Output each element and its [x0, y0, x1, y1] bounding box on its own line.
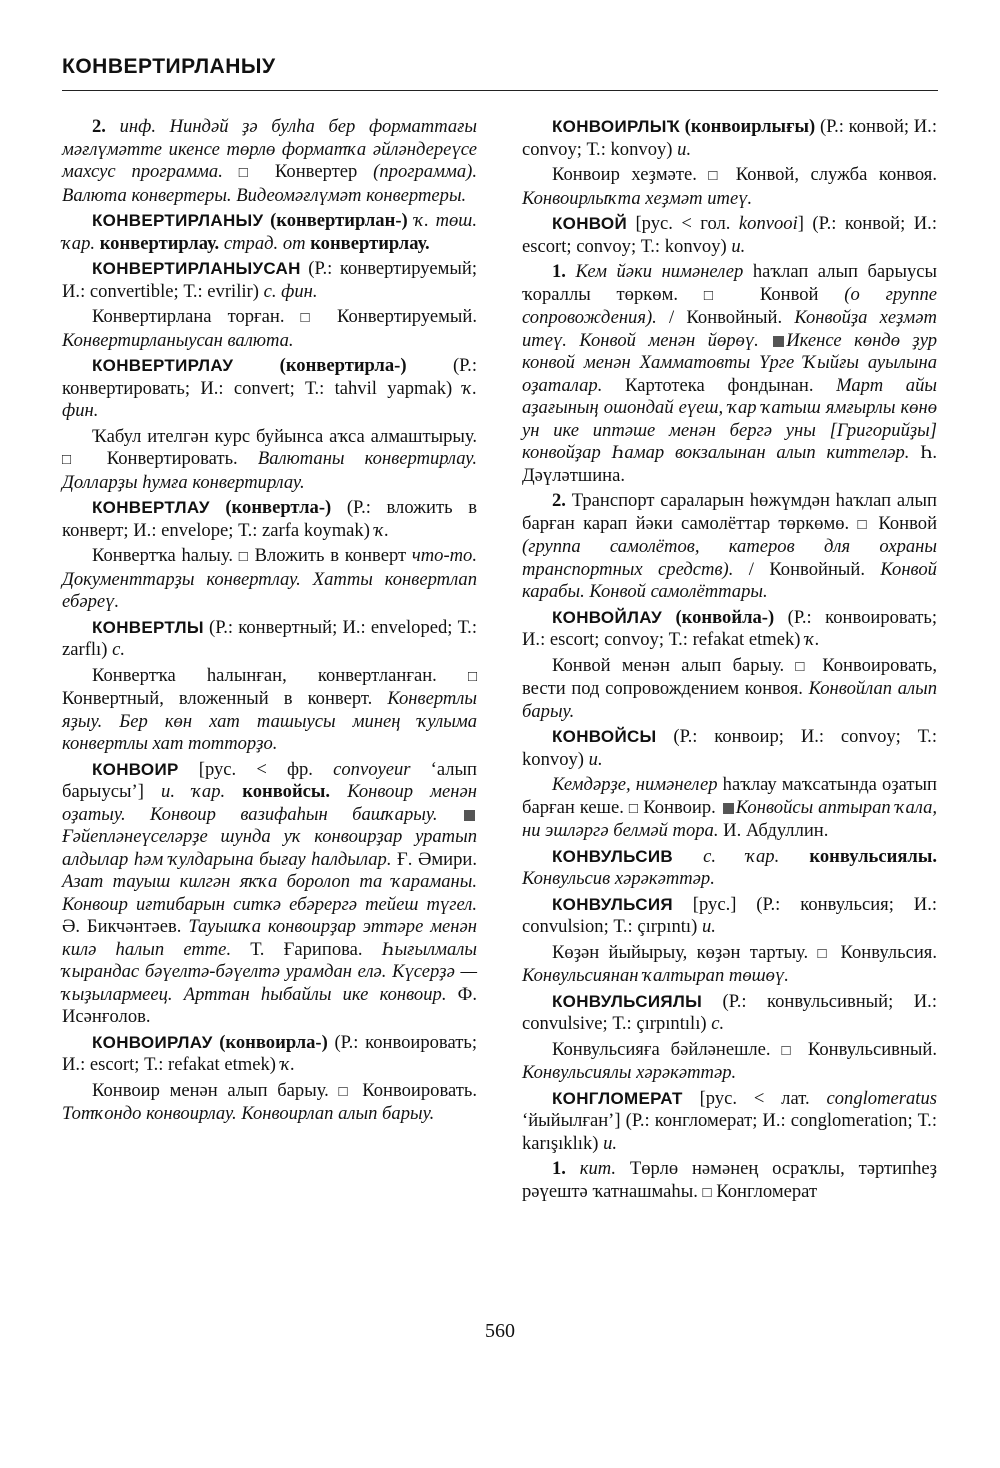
running-head: КОНВЕРТИРЛАНЫУ	[62, 55, 276, 78]
entry-konvertirlau-def: Ҡабул ителгән курс буйынса аҡса алмаштырыу. □ Конвертировать. Валютаны конвертирлау. Долларҙы һумға конвертирлау.	[62, 425, 477, 493]
entry-konvertly: КОНВЕРТЛЫ (Р.: конвертный; И.: enveloped; Т.: zarflı) с.	[62, 616, 477, 660]
entry-konvulsiya: КОНВУЛЬСИЯ [рус.] (Р.: конвульсия; И.: convulsion; Т.: çırpıntı) и.	[522, 893, 938, 937]
right-column	[522, 116, 937, 1207]
entry-konvoirlau-def: Конвоир менән алып барыу. □ Конвоировать. Тотҡондо конвоирлау. Конвоирлап алып барыу.	[62, 1079, 478, 1124]
entry-konvoy: КОНВОЙ [рус. < гол. konvooi] (Р.: конвой; И.: escort; convoy; Т.: konvoy) и.	[522, 213, 937, 257]
entry-konvertly-def: Конвертҡа һалынған, конвертланған. □ Конвертный, вложенный в конверт. Конвертлы яҙыу. Бер көн хат ташыусы минең ҡулыма конвертлы хат тотторҙо.	[62, 664, 478, 754]
entry-konvertlau: КОНВЕРТЛАУ (конвертла-) (Р.: вложить в конверт; И.: envelope; Т.: zarfa koymak) ҡ.	[62, 497, 477, 541]
page-number: 560	[485, 1320, 515, 1342]
entry-konvulsiyaly: КОНВУЛЬСИЯЛЫ (Р.: конвульсивный; И.: convulsive; Т.: çırpıntılı) с.	[522, 990, 937, 1034]
entry-konvoysy-def: Кемдәрҙе, нимәнелер һаҡлау маҡсатында оҙатып барған кеше. □ Конвоир. Конвойсы аптырап ҡала, ни эшләргә белмәй тора. И. Абдуллин.	[522, 774, 938, 841]
entry-konvertirlanyu: КОНВЕРТИРЛАНЫУ (конвертирлан-) ҡ. төш. ҡар. конвертирлау. страд. от конвертирлау.	[62, 210, 477, 254]
entry-konvertirlanyusan: КОНВЕРТИРЛАНЫУСАН (Р.: конвертируемый; И.: convertible; Т.: evrilir) с. фин.	[62, 258, 477, 302]
entry-konvoylau-def: Конвой менән алып барыу. □ Конвоировать, вести под сопровождением конвоя. Конвойлап алып барыу.	[522, 654, 938, 722]
entry-konvoysy: КОНВОЙСЫ (Р.: конвоир; И.: convoy; Т.: konvoy) и.	[522, 726, 937, 770]
entry-konvertir-sense-2: 2. инф. Ниндәй ҙә булһа бер форматтағы мәғлүмәтте икенсе төрлө форматҡа әйләндереүсе махсус программа. □ Конвертер (программа). Валюта конвертеры. Видеомәғлүмәт конвертеры.	[62, 116, 478, 206]
entry-konvoirlyq-def: Конвоир хеҙмәте. □ Конвой, служба конвоя. Конвоирлыҡта хеҙмәт итеү.	[522, 164, 937, 209]
entry-konvoy-sense-2: 2. Транспорт сараларын һөжүмдән һаҡлап алып барған карап йәки самолёттар төркөмө. □ Конвой (группа самолётов, катеров для охраны транспортных средств). / Конвойный. Конвой карабы. Конвой самолёттары.	[522, 490, 938, 602]
entry-konglomerat-sense-1: 1. кит. Төрлө нәмәнең осраҡлы, тәртипһеҙ рәүештә ҡатнашмаһы. □ Конгломерат	[522, 1158, 937, 1202]
entry-konvoirlyq: КОНВОИРЛЫҠ (конвоирлығы) (Р.: конвой; И.: convoy; Т.: konvoy) и.	[522, 116, 937, 160]
header-rule	[62, 90, 938, 91]
entry-konvertirlau: КОНВЕРТИРЛАУ (конвертирла-) (Р.: конвертировать; И.: convert; Т.: tahvil yapmak) ҡ. фин.	[62, 355, 477, 421]
entry-konvulsiya-def: Көҙән йыйырыу, көҙән тартыу. □ Конвульсия. Конвульсиянан ҡалтырап төшөү.	[522, 941, 938, 986]
quote-marker-icon	[773, 336, 784, 347]
entry-konvulsiv: КОНВУЛЬСИВ с. ҡар. конвульсиялы. Конвульсив хәрәкәттәр.	[522, 845, 937, 889]
left-column	[62, 116, 477, 1129]
entry-konglomerat: КОНГЛОМЕРАТ [рус. < лат. conglomeratus ‘йыйылған’] (Р.: конгломерат; И.: conglomeration; Т.: karışıklık) и.	[522, 1087, 938, 1154]
entry-konvoylau: КОНВОЙЛАУ (конвойла-) (Р.: конвоировать; И.: escort; convoy; Т.: refakat etmek) ҡ.	[522, 606, 938, 650]
entry-konvoir: КОНВОИР [рус. < фр. convoyeur ‘алып барыусы’] и. ҡар. конвойсы. Конвоир менән оҙатыу. Конвоир вазифаһын башҡарыу. Ғәйепләнеүселәрҙе шунда уҡ конвоирҙар уратып алдылар һәм ҡулдарына бығау һалдылар. Ғ. Әмири. Азат тауыш килгән яҡҡа боролоп та ҡараманы. Конвоир иғтибарын ситкә ебәрергә тейеш түгел. Ә. Бикчәнтәев. Тауышҡа конвоирҙар эттәре менән килә һалып етте. Т. Ғарипова. Һығылмалы ҡырандас бәүелтә-бәүелтә урамдан елә. Күсерҙә — ҡыҙылармеец. Арттан һыбайлы ике конвоир. Ф. Исәнғолов.	[62, 758, 478, 1027]
entry-konvertlau-def: Конвертҡа һалыу. □ Вложить в конверт что-то. Документтарҙы конвертлау. Хатты конвертлап ебәреү.	[62, 545, 478, 612]
quote-marker-icon	[464, 810, 475, 821]
entry-konvertirlanyusan-def: Конвертирлана торған. □ Конвертируемый. Конвертирланыусан валюта.	[62, 306, 477, 351]
entry-konvoy-sense-1: 1. Кем йәки нимәнелер һаҡлап алып барыусы ҡораллы төркөм. □ Конвой (о группе сопровождения). / Конвойный. Конвойҙа хеҙмәт итеү. Конвой менән йөрөү. Икенсе көндө ҙур конвой менән Хамматовты Үрге Ҡыйғы ауылына оҙаталар. Картотека фондынан. Март айы аҙағының ошондай еүеш, ҡар ҡатыш ямғырлы көнө ун ике иптәше менән бергә уны [Григорийҙы] конвойҙар Һамар вокзалынан алып киттеләр. Һ. Дәүләтшина.	[522, 261, 937, 486]
entry-konvulsiyaly-def: Конвульсияға бәйләнешле. □ Конвульсивный. Конвульсиялы хәрәкәттәр.	[522, 1038, 937, 1083]
entry-konvoirlau: КОНВОИРЛАУ (конвоирла-) (Р.: конвоировать; И.: escort; Т.: refakat etmek) ҡ.	[62, 1031, 478, 1075]
quote-marker-icon	[723, 803, 734, 814]
